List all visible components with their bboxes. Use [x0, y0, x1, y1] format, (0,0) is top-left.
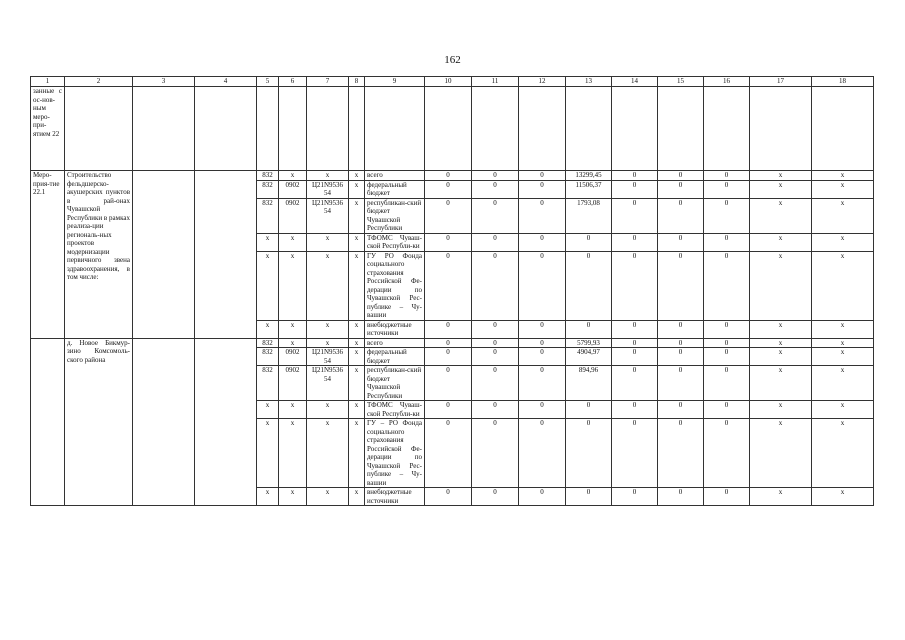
table-cell: 0 [425, 401, 472, 419]
table-cell: 0 [472, 366, 519, 401]
table-cell: x [750, 348, 812, 366]
table-cell: 0902 [279, 198, 307, 233]
header-cell: 15 [658, 77, 704, 87]
table-cell: 0 [658, 320, 704, 338]
measure-name-cell: Строительство фельдшерско-акушерских пунктов в рай-онах Чувашской Республики в рамках реализа-ции региональ-ных проектов модернизации первичного звена здравоохранения, в том числе: [65, 171, 133, 339]
table-cell: x [750, 338, 812, 348]
header-cell: 18 [812, 77, 874, 87]
table-cell: x [349, 348, 365, 366]
table-cell: 0 [519, 488, 566, 506]
table-cell: 0 [612, 401, 658, 419]
table-cell: x [349, 320, 365, 338]
header-cell: 7 [307, 77, 349, 87]
header-cell: 4 [195, 77, 257, 87]
table-cell: x [279, 488, 307, 506]
table-cell: ТФОМС Чуваш-ской Республи-ки [365, 233, 425, 251]
table-cell: 0 [472, 401, 519, 419]
table-cell: 0 [658, 366, 704, 401]
table-cell: 0 [612, 338, 658, 348]
table-cell: 0 [612, 348, 658, 366]
table-cell: республикан-ский бюджет Чувашской Республики [365, 366, 425, 401]
empty-cell [195, 171, 257, 339]
table-cell: 0 [704, 180, 750, 198]
table-cell: 832 [257, 171, 279, 181]
table-cell: x [750, 320, 812, 338]
table-cell: 0 [425, 488, 472, 506]
table-cell: 832 [257, 198, 279, 233]
table-row [31, 171, 874, 181]
table-cell: x [257, 401, 279, 419]
table-cell: x [349, 251, 365, 320]
empty-cell [133, 171, 195, 339]
table-cell: x [750, 419, 812, 488]
table-cell: 0 [519, 180, 566, 198]
table-cell: 0 [425, 348, 472, 366]
table-cell: x [812, 366, 874, 401]
table-cell: 0 [472, 419, 519, 488]
table-cell: 0 [566, 320, 612, 338]
table-cell: ТФОМС Чуваш-ской Республи-ки [365, 401, 425, 419]
measure-id-cell: Меро-прия-тие 22.1 [31, 171, 65, 339]
table-cell: ГУ – РО Фонда социального страхования Российской Фе-дерации по Чувашской Рес-публике – Чу-вашии [365, 419, 425, 488]
table-cell: 0 [519, 198, 566, 233]
empty-cell [133, 338, 195, 506]
table-cell: x [349, 419, 365, 488]
table-cell: 0902 [279, 366, 307, 401]
table-cell: 0 [566, 401, 612, 419]
empty-cell [195, 338, 257, 506]
table-cell: 0 [519, 366, 566, 401]
table-cell: 11506,37 [566, 180, 612, 198]
table-cell: 0 [612, 251, 658, 320]
table-cell: 0 [425, 419, 472, 488]
table-cell: 0 [658, 198, 704, 233]
table-cell: x [349, 488, 365, 506]
table-cell: 0 [704, 366, 750, 401]
table-cell: 0 [704, 338, 750, 348]
table-cell: 832 [257, 366, 279, 401]
table-cell: 0 [612, 366, 658, 401]
table-cell: x [307, 338, 349, 348]
table-cell: 0 [566, 488, 612, 506]
header-cell: 12 [519, 77, 566, 87]
header-cell: 3 [133, 77, 195, 87]
table-cell: 0 [658, 180, 704, 198]
header-cell: 14 [612, 77, 658, 87]
table-cell: 0 [425, 180, 472, 198]
table-cell: 0 [425, 251, 472, 320]
measure-id-cell [31, 338, 65, 506]
table-cell: x [279, 233, 307, 251]
table-cell: 5799,93 [566, 338, 612, 348]
table-cell: 0 [472, 198, 519, 233]
page-number: 162 [444, 54, 461, 66]
table-cell: x [812, 198, 874, 233]
table-cell: x [812, 488, 874, 506]
table-cell: x [812, 338, 874, 348]
table-cell: x [349, 198, 365, 233]
table-cell: x [257, 419, 279, 488]
table-cell: 0 [519, 233, 566, 251]
table-cell: x [279, 251, 307, 320]
table-cell: 0 [704, 401, 750, 419]
table-cell: 0 [519, 338, 566, 348]
table-cell: x [750, 401, 812, 419]
table-cell: 0 [425, 320, 472, 338]
table-cell: x [307, 171, 349, 181]
table-row [31, 338, 874, 348]
table-cell: x [750, 366, 812, 401]
table-cell: 0 [519, 251, 566, 320]
table-cell: x [279, 320, 307, 338]
table-cell: x [307, 251, 349, 320]
header-cell: 13 [566, 77, 612, 87]
table-cell: x [750, 488, 812, 506]
table-cell: 0 [425, 198, 472, 233]
table-cell: x [349, 171, 365, 181]
table-cell: внебюджетные источники [365, 320, 425, 338]
table-cell: 0 [566, 419, 612, 488]
header-cell: 2 [65, 77, 133, 87]
header-cell: 17 [750, 77, 812, 87]
table-cell: 0 [704, 251, 750, 320]
table-cell: 832 [257, 338, 279, 348]
table-cell: x [307, 401, 349, 419]
table-cell: внебюджетные источники [365, 488, 425, 506]
table-cell: 0 [658, 171, 704, 181]
table-cell: 0 [658, 401, 704, 419]
table-cell: x [349, 366, 365, 401]
table-cell: федеральный бюджет [365, 180, 425, 198]
header-cell: 5 [257, 77, 279, 87]
table-cell: x [812, 233, 874, 251]
table-cell: 0 [612, 488, 658, 506]
table-cell: 1793,08 [566, 198, 612, 233]
table-cell: 0 [472, 338, 519, 348]
table-cell: x [279, 171, 307, 181]
header-cell: 16 [704, 77, 750, 87]
table-cell: x [349, 180, 365, 198]
table-cell: Ц21N9536 54 [307, 198, 349, 233]
table-cell: 0 [472, 348, 519, 366]
table-cell: 0 [612, 198, 658, 233]
table-cell: x [307, 488, 349, 506]
table-cell: x [812, 348, 874, 366]
table-cell: 0 [519, 171, 566, 181]
table-cell: 0 [472, 320, 519, 338]
table-cell: x [257, 320, 279, 338]
table-cell: x [812, 171, 874, 181]
table-cell: x [750, 251, 812, 320]
table-cell: 0 [566, 251, 612, 320]
table-cell: x [750, 233, 812, 251]
table-cell: 0 [658, 233, 704, 251]
table-cell: 0 [704, 171, 750, 181]
table-cell: x [307, 419, 349, 488]
table-cell: Ц21N9536 54 [307, 366, 349, 401]
table-cell: 0 [472, 180, 519, 198]
table-cell: x [349, 401, 365, 419]
table-cell: 0 [612, 171, 658, 181]
table-cell: 0 [519, 348, 566, 366]
table-cell: x [257, 488, 279, 506]
table-cell: 0 [472, 233, 519, 251]
table-cell: x [812, 180, 874, 198]
table-cell: 0 [704, 320, 750, 338]
table-cell: 0 [704, 419, 750, 488]
table-cell: 0 [704, 348, 750, 366]
table-cell: x [750, 171, 812, 181]
table-cell: 0902 [279, 348, 307, 366]
table-cell: 0 [425, 366, 472, 401]
table-cell: 0 [658, 348, 704, 366]
table-cell: 0 [704, 488, 750, 506]
table-cell: x [812, 401, 874, 419]
table-cell: 0 [612, 233, 658, 251]
table-cell: федеральный бюджет [365, 348, 425, 366]
table-cell: 0 [472, 171, 519, 181]
table-cell: 0 [612, 180, 658, 198]
table-cell: x [812, 251, 874, 320]
table-cell: 0 [519, 320, 566, 338]
table-cell: 0 [658, 251, 704, 320]
table-cell: x [257, 233, 279, 251]
table-cell: x [257, 251, 279, 320]
table-cell: 0 [658, 338, 704, 348]
table-cell: Ц21N9536 54 [307, 348, 349, 366]
table-cell: 0 [612, 320, 658, 338]
table-cell: 4904,97 [566, 348, 612, 366]
table-cell: 0 [704, 233, 750, 251]
table-cell: x [279, 401, 307, 419]
table-cell: x [812, 320, 874, 338]
continuation-cell: занные с ос-нов-ным меро-при-ятием 22 [31, 87, 65, 171]
table-cell: x [349, 233, 365, 251]
table-cell: 0 [612, 419, 658, 488]
table-cell: 0 [519, 401, 566, 419]
table-cell: 0902 [279, 180, 307, 198]
header-row [31, 77, 874, 87]
table-cell: 0 [566, 233, 612, 251]
continuation-row [31, 87, 874, 171]
table-cell: ГУ РО Фонда социального страхования Российской Фе-дерации по Чувашской Рес-публике – Чу-вашии [365, 251, 425, 320]
table-cell: 832 [257, 180, 279, 198]
table-cell: 13299,45 [566, 171, 612, 181]
table-cell: x [279, 338, 307, 348]
header-cell: 6 [279, 77, 307, 87]
table-cell: x [812, 419, 874, 488]
measure-name-cell: д. Новое Бикмур-зино Комсомоль-ского района [65, 338, 133, 506]
table-cell: 0 [658, 419, 704, 488]
budget-table [30, 76, 874, 506]
table-cell: x [279, 419, 307, 488]
table-cell: 0 [519, 419, 566, 488]
table-cell: 0 [425, 233, 472, 251]
table-cell: Ц21N9536 54 [307, 180, 349, 198]
header-cell: 10 [425, 77, 472, 87]
table-cell: всего [365, 338, 425, 348]
table-cell: x [307, 320, 349, 338]
header-cell: 11 [472, 77, 519, 87]
table-cell: 0 [425, 171, 472, 181]
table-cell: 0 [472, 251, 519, 320]
table-cell: x [750, 198, 812, 233]
table-cell: 0 [425, 338, 472, 348]
table-cell: 832 [257, 348, 279, 366]
table-cell: x [349, 338, 365, 348]
table-cell: 0 [704, 198, 750, 233]
table-cell: всего [365, 171, 425, 181]
table-cell: 0 [472, 488, 519, 506]
table-cell: республикан-ский бюджет Чувашской Республики [365, 198, 425, 233]
table-cell: x [307, 233, 349, 251]
header-cell: 9 [365, 77, 425, 87]
header-cell: 8 [349, 77, 365, 87]
table-cell: x [750, 180, 812, 198]
table-cell: 0 [658, 488, 704, 506]
header-cell: 1 [31, 77, 65, 87]
table-cell: 894,96 [566, 366, 612, 401]
